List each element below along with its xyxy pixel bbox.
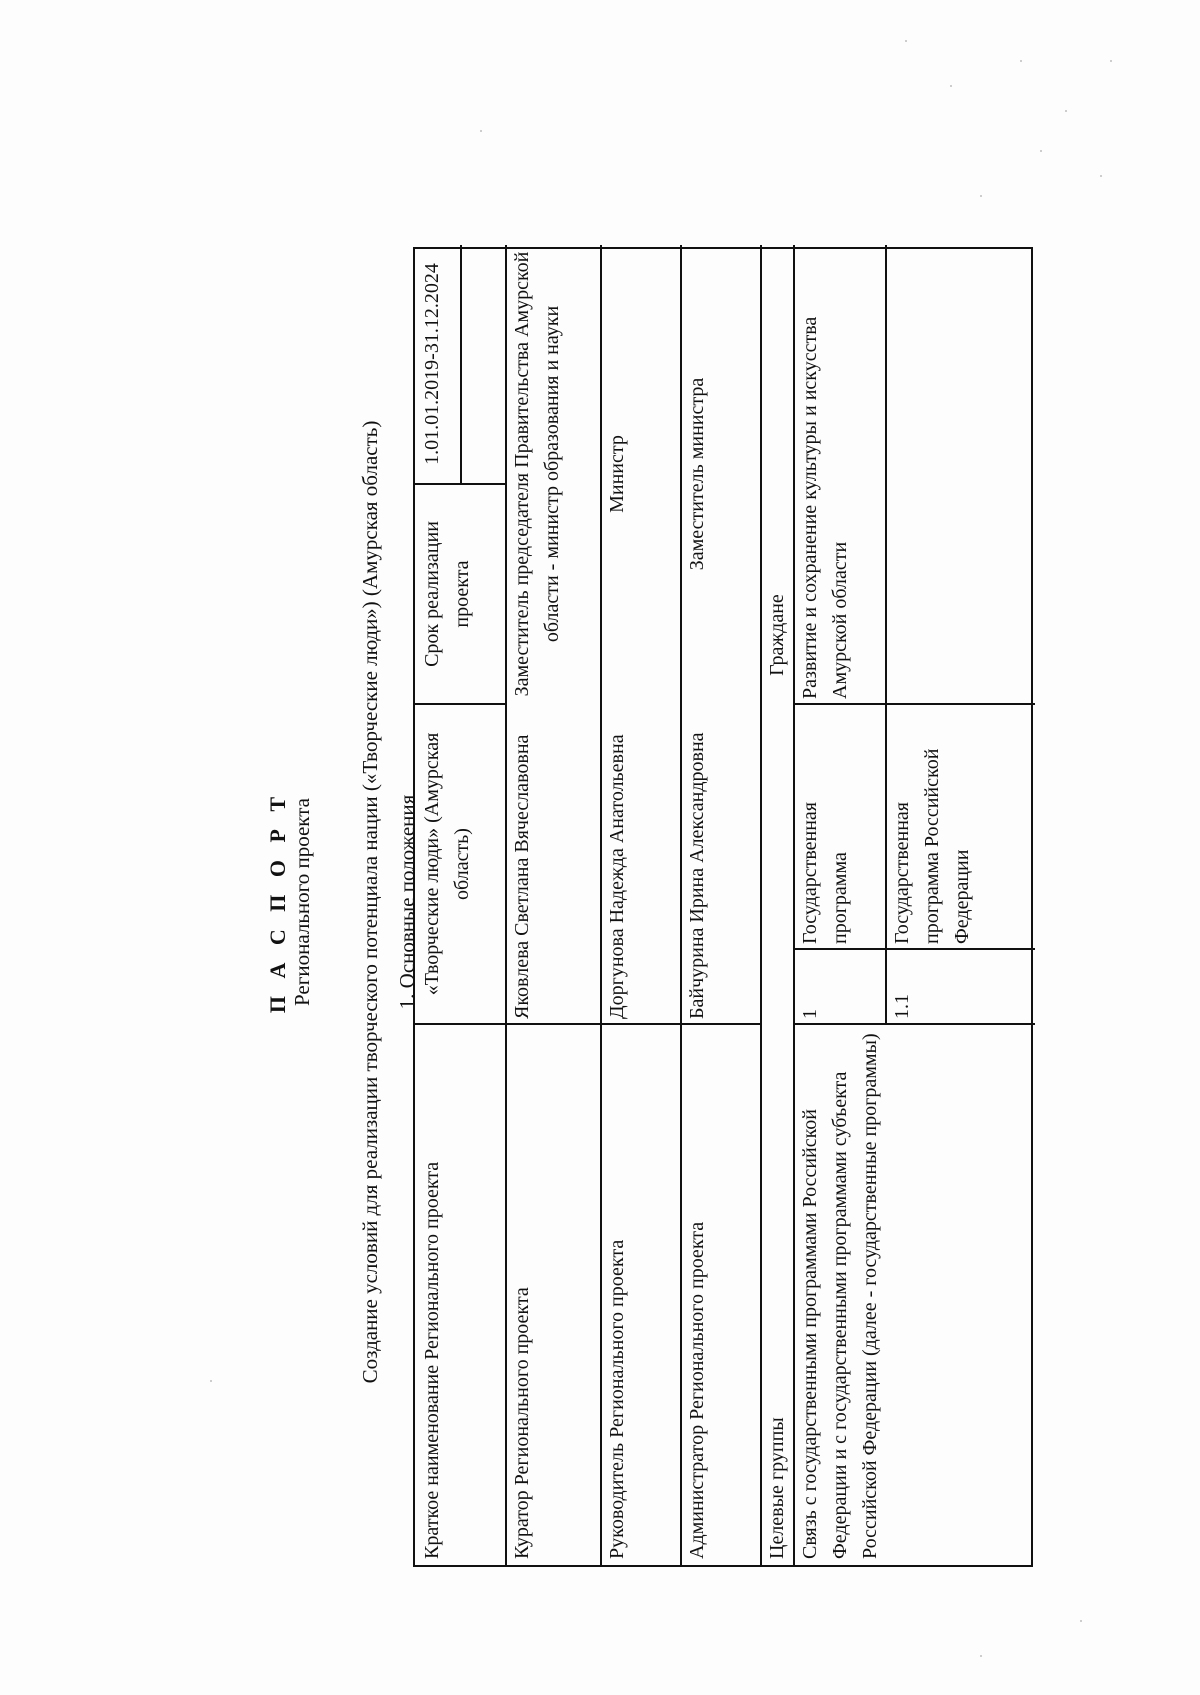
document-subtitle: Регионального проекта xyxy=(290,798,314,1006)
project-full-name: Создание условий для реализации творческого потенциала нации («Творческие люди») (Амурская область) xyxy=(358,420,382,1384)
table-col-divider xyxy=(793,703,1035,705)
passport-table xyxy=(413,247,1033,1567)
table-col-divider xyxy=(793,1023,1035,1025)
scan-speck xyxy=(980,1655,982,1657)
link-row-num: 1.1 xyxy=(891,994,913,1019)
table-col-divider xyxy=(415,483,505,485)
curator-position: Заместитель председателя Правительства Амурской области - министр образования и науки xyxy=(511,251,563,697)
admin-position: Заместитель министра xyxy=(686,377,708,571)
table-col-divider xyxy=(793,948,1035,950)
short-name-value: «Творческие люди» (Амурская область) xyxy=(421,732,473,996)
short-name-label: Краткое наименование Регионального проекта xyxy=(421,1161,443,1559)
link-row-type: Государственная программа Российской Федерации xyxy=(891,748,973,944)
table-row-divider xyxy=(460,245,462,485)
period-label: Срок реализации проекта xyxy=(421,521,473,667)
head-position: Министр xyxy=(606,435,628,513)
link-row-num: 1 xyxy=(799,1009,821,1019)
document-title: П А С П О Р Т xyxy=(265,790,290,1014)
admin-name: Байчурина Ирина Александровна xyxy=(686,732,708,1019)
links-label: Связь с государственными программами Российской Федерации и с государственными программами субъекта Российской Федерации (далее - государственные программы) xyxy=(799,1033,881,1559)
rotated-document xyxy=(90,42,1190,1602)
scan-speck xyxy=(1080,1620,1082,1622)
curator-label: Куратор Регионального проекта xyxy=(511,1287,533,1559)
curator-name: Яковлева Светлана Вячеславовна xyxy=(511,734,533,1019)
target-groups-label: Целевые группы xyxy=(766,1417,788,1559)
table-col-divider xyxy=(415,703,505,705)
head-label: Руководитель Регионального проекта xyxy=(606,1239,628,1559)
section-title: 1. Основные положения xyxy=(395,794,419,1010)
link-row-name: Развитие и сохранение культуры и искусства Амурской области xyxy=(799,316,851,699)
period-value: 1.01.01.2019-31.12.2024 xyxy=(421,263,443,465)
link-row-type: Государственная программа xyxy=(799,801,851,944)
table-col-divider xyxy=(415,1023,760,1025)
admin-label: Администратор Регионального проекта xyxy=(686,1221,708,1559)
head-name: Доргунова Надежда Анатольевна xyxy=(606,734,628,1019)
target-groups-value: Граждане xyxy=(766,594,788,676)
